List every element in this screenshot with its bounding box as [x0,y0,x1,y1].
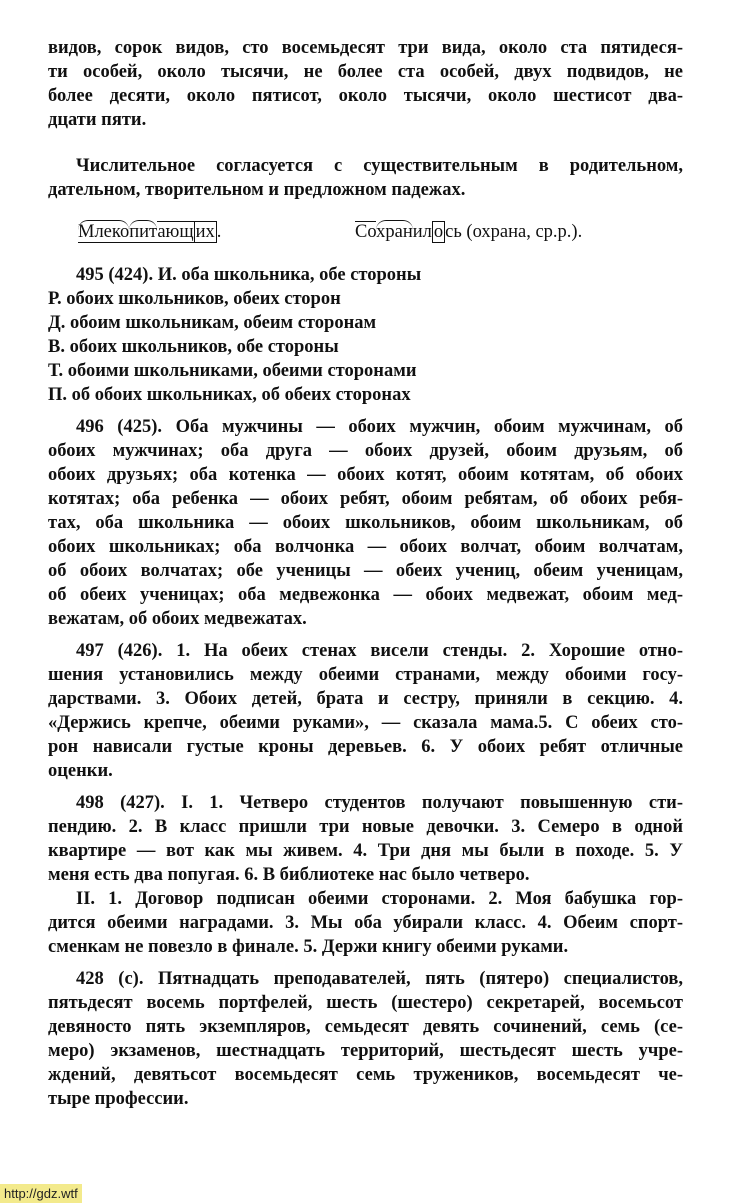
text-line [48,335,683,359]
text-line [48,711,683,735]
line-text: дательном, творительном и предложном падежах. [48,180,466,200]
line-text: сменкам не повезло в финале. 5. Держи книгу обеими руками. [48,937,569,957]
text-line [48,911,683,935]
exercise-number: 496 (425). [76,417,163,437]
line-text: меро) экзаменов, шестнадцать территорий, шестьдесят шесть учре- [48,1041,683,1061]
line-text: тах, оба школьника — обоих школьников, обоим школьникам, об [48,513,683,533]
line-text: об обеих ученицах; оба медвежонка — обоих медвежат, обоим мед- [48,585,683,605]
line-text: ждений, девятьсот восемьдесят семь тружеников, восемьдесят че- [48,1065,683,1085]
text-line [48,639,683,663]
text-line [48,967,683,991]
line-text: вежатам, об обоих медвежатах. [48,609,307,629]
paragraph-p428 [48,967,683,1111]
text-line [48,383,683,407]
line-text: Оба мужчины — обоих мужчин, обоим мужчинам, об [162,417,684,437]
line-text: ти особей, около тысячи, не более ста особей, двух подвидов, не [48,62,683,82]
text-line [48,607,683,631]
text-line [48,415,683,439]
text-line [48,1063,683,1087]
exercise-number: 428 (с). [76,969,144,989]
line-text: девяносто пять экземпляров, семьдесят девять сочинений, семь (се- [48,1017,683,1037]
line-text: об обоих волчатах; обе ученицы — обеих учениц, обеим ученицам, [48,561,683,581]
text-line [48,463,683,487]
line-text: тыре профессии. [48,1089,189,1109]
line-text: дцати пяти. [48,110,147,130]
text-line [48,735,683,759]
page-content [48,36,683,1111]
line-text: I. 1. Четверо студентов получают повышенную сти- [164,793,683,813]
morpheme-root: хран [376,222,413,242]
line-text: Р. обоих школьников, обеих сторон [48,289,341,309]
text-line [48,935,683,959]
text-line [48,1039,683,1063]
line-text: дится обеими наградами. 3. Мы оба убирали класс. 4. Обеим спорт- [48,913,683,933]
morpheme-suffix: ающ [157,222,194,242]
text-line [48,687,683,711]
text-line [48,887,683,911]
text-line [48,863,683,887]
line-text: П. об обоих школьниках, об обеих сторонах [48,385,411,405]
paragraph-p497 [48,639,683,783]
morpheme: Млеко [78,222,130,242]
text-line [48,108,683,132]
paragraph-p498b [48,887,683,959]
text-line [48,1087,683,1111]
paragraph-p496 [48,415,683,631]
morpheme-ending: их [195,222,215,242]
line-text: обоих школьниках; оба волчонка — обоих волчат, обоим волчатам, [48,537,683,557]
line-text: рон нависали густые кроны деревьев. 6. У обоих ребят отличные [48,737,683,757]
paragraph-p2 [48,154,683,202]
line-text: котятах; оба ребенка — обоих ребят, обоим ребятам, об обоих ребя- [48,489,683,509]
text-line [48,359,683,383]
text-line [48,487,683,511]
line-text: Т. обоими школьниками, обеими сторонами [48,361,417,381]
exercise-number: 495 (424). [76,265,154,285]
text-line [48,178,683,202]
morpheme-suffix: ил [412,222,432,242]
line-text: Д. обоим школьникам, обеим сторонам [48,313,377,333]
paragraph-p495 [48,263,683,407]
text-line [48,1015,683,1039]
line-text: пендию. 2. В класс пришли три новые девочки. 3. Семеро в одной [48,817,683,837]
morpheme-prefix: Со [355,222,377,242]
text-line [48,287,683,311]
line-text: обоих друзьях; оба котенка — обоих котят, обоим котятам, об обоих [48,465,683,485]
morpheme-tail: сь (охрана, ср.р.). [445,222,583,242]
line-text: пятьдесят восемь портфелей, шесть (шестеро) секретарей, восемьсот [48,993,683,1013]
morph-word-sokhranilos [355,220,582,244]
text-line [48,791,683,815]
text-line [48,511,683,535]
morpheme-tail: . [216,222,222,242]
line-text: И. оба школьника, обе стороны [153,265,422,285]
text-line [48,583,683,607]
text-line [48,60,683,84]
text-line [48,663,683,687]
paragraph-p1 [48,36,683,132]
line-text: меня есть два попугая. 6. В библиотеке нас было четверо. [48,865,530,885]
line-text: В. обоих школьников, обе стороны [48,337,339,357]
source-link[interactable]: http://gdz.wtf [0,1184,82,1203]
line-text: оценки. [48,761,113,781]
text-line [48,154,683,178]
text-line [48,84,683,108]
text-line [48,535,683,559]
text-line [48,439,683,463]
exercise-number: 498 (427). [76,793,165,813]
text-line [48,311,683,335]
text-line [48,559,683,583]
exercise-number: 497 (426). [76,641,163,661]
line-text: видов, сорок видов, сто восемьдесят три вида, около ста пятидеся- [48,38,683,58]
line-text: обоих мужчинах; оба друга — обоих друзей, обоим друзьям, об [48,441,683,461]
line-text: Числительное согласуется с существительным в родительном, [76,156,683,176]
line-text: более десяти, около пятисот, около тысячи, около шестисот два- [48,86,683,106]
morpheme-root: пит [129,222,158,242]
text-line [48,839,683,863]
text-line [48,759,683,783]
morpheme-ending: о [433,222,444,242]
line-text: «Держись крепче, обеими руками», — сказала мама.5. С обеих сто- [48,713,683,733]
morpheme-analysis [48,218,683,246]
line-text: шения установились между обеими странами, между обоими госу- [48,665,683,685]
line-text: квартире — вот как мы живем. 4. Три дня мы были в походе. 5. У [48,841,683,861]
line-text: Пятнадцать преподавателей, пять (пятеро) специалистов, [143,969,683,989]
line-text: 1. На обеих стенах висели стенды. 2. Хорошие отно- [162,641,683,661]
text-line [48,36,683,60]
morph-word-mlekopitayushchikh [78,220,221,244]
line-text: дарствами. 3. Обоих детей, брата и сестру, приняли в секцию. 4. [48,689,683,709]
text-line [48,263,683,287]
text-line [48,991,683,1015]
paragraph-p498 [48,791,683,887]
line-text: II. 1. Договор подписан обеими сторонами. 2. Моя бабушка гор- [76,889,683,909]
text-line [48,815,683,839]
